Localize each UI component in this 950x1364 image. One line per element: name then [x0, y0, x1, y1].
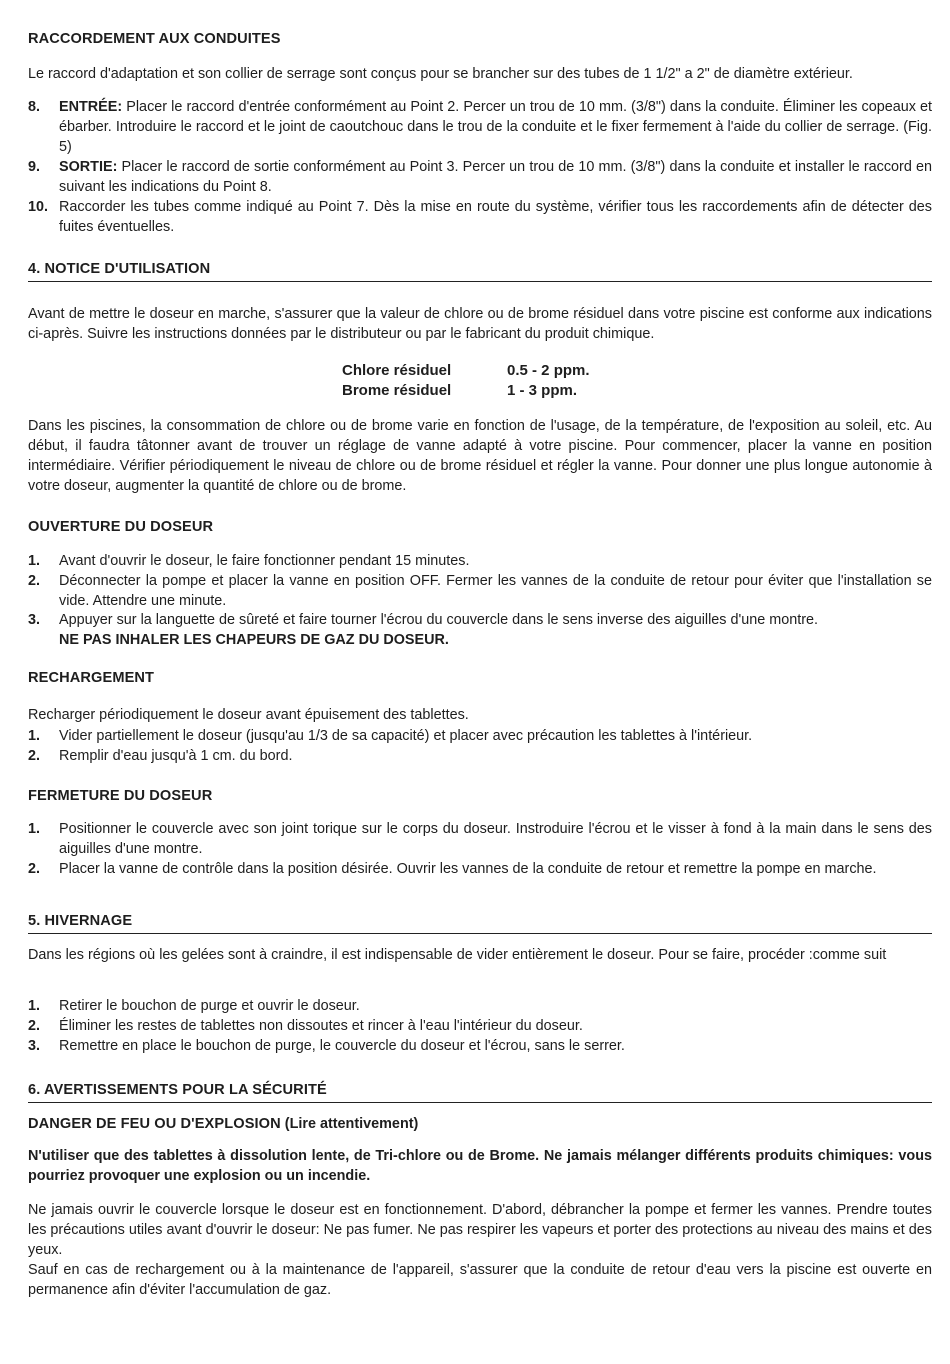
level-value: 0.5 - 2 ppm.: [507, 362, 590, 379]
list-item: [28, 746, 932, 766]
list-item: [28, 859, 932, 879]
item-text: Retirer le bouchon de purge et ouvrir le doseur.: [59, 998, 360, 1014]
item-number: 2.: [28, 573, 41, 589]
item-text: Éliminer les restes de tablettes non dissoutes et rincer à l'eau l'intérieur du doseur.: [59, 1018, 583, 1034]
hivernage-intro: Dans les régions où les gelées sont à craindre, il est indispensable de vider entièrement le doseur. Pour se faire, procéder :comme suit: [28, 947, 887, 963]
item-text: Appuyer sur la languette de sûreté et faire tourner l'écrou du couvercle dans le sens inverse des aiguilles d'une montre.: [59, 612, 819, 628]
item-text: Vider partiellement le doseur (jusqu'au 1/3 de sa capacité) et placer avec précaution les tablettes à l'intérieur.: [59, 728, 753, 744]
danger-heading: [28, 1114, 932, 1134]
notice-paragraph: Dans les piscines, la consommation de chlore ou de brome varie en fonction de l'usage, de la température, de l'exposition au soleil, etc. Au début, il faudra tâtonner avant de trouver un réglage de vanne adapté à votre piscine. Pour commencer, placer la vanne en position intermédiaire. Vérifier périodiquement le niveau de chlore ou de brome résiduel et régler la vanne. Pour donner une plus longue autonomie à votre doseur, augmenter la quantité de chlore ou de brome.: [28, 418, 932, 494]
list-item: [28, 551, 932, 571]
item-number: 3.: [28, 1038, 41, 1054]
danger-title: DANGER DE FEU OU D'EXPLOSION: [28, 1116, 281, 1132]
list-item: [28, 726, 932, 746]
item-number: 2.: [28, 748, 41, 764]
item-number: 1.: [28, 998, 41, 1014]
section-title-fermeture: FERMETURE DU DOSEUR: [28, 788, 213, 804]
list-item: [28, 610, 932, 650]
section-title-hivernage: 5. HIVERNAGE: [28, 911, 932, 934]
item-text: Placer la vanne de contrôle dans la position désirée. Ouvrir les vannes de la conduite de retour et remettre la pompe en marche.: [59, 861, 877, 877]
item-text: Positionner le couvercle avec son joint torique sur le corps du doseur. Instroduire l'écrou et le visser à fond à la main dans le sens des aiguilles d'une montre.: [59, 821, 932, 857]
residual-levels: [342, 361, 590, 401]
section-title-rechargement: RECHARGEMENT: [28, 670, 155, 686]
section-title-securite: 6. AVERTISSEMENTS POUR LA SÉCURITÉ: [28, 1080, 932, 1103]
section-title-notice: 4. NOTICE D'UTILISATION: [28, 259, 932, 282]
level-label: Chlore résiduel: [342, 362, 452, 379]
item-number: 1.: [28, 728, 41, 744]
section-title-raccordement: RACCORDEMENT AUX CONDUITES: [28, 31, 281, 47]
item-number: 8.: [28, 99, 41, 115]
safety-paragraph-2: Sauf en cas de rechargement ou à la maintenance de l'appareil, s'assurer que la conduite de retour d'eau vers la piscine est ouverte en permanence afin d'éviter l'accumulation de gaz.: [28, 1262, 932, 1298]
item-warning: NE PAS INHALER LES CHAPEURS DE GAZ DU DOSEUR.: [59, 632, 449, 648]
item-lead: SORTIE:: [59, 159, 118, 175]
notice-intro: Avant de mettre le doseur en marche, s'assurer que la valeur de chlore ou de brome résiduel dans votre piscine est conforme aux indications ci-après. Suivre les instructions données par le distributeur ou par le fabricant du produit chimique.: [28, 306, 932, 342]
item-lead: ENTRÉE:: [59, 99, 123, 115]
list-item: [28, 157, 932, 197]
item-text: Placer le raccord d'entrée conformément au Point 2. Percer un trou de 10 mm. (3/8") dans la conduite. Éliminer les copeaux et ébarber. Introduire le raccord et le joint de caoutchouc dans le trou de la conduite et le fixer fermement à l'aide du collier de serrage. (Fig. 5): [59, 99, 932, 155]
item-number: 1.: [28, 821, 41, 837]
raccordement-intro: Le raccord d'adaptation et son collier de serrage sont conçus pour se brancher sur des tubes de 1 1/2" a 2" de diamètre extérieur.: [28, 66, 853, 82]
list-item: [28, 197, 932, 237]
safety-warning: N'utiliser que des tablettes à dissolution lente, de Tri-chlore ou de Brome. Ne jamais mélanger différents produits chimiques: vous pourriez provoquer une explosion ou un incendie.: [28, 1148, 932, 1184]
item-text: Placer le raccord de sortie conformément au Point 3. Percer un trou de 10 mm. (3/8") dans la conduite et installer le raccord en suivant les indications du Point 8.: [59, 159, 932, 195]
item-number: 2.: [28, 861, 41, 877]
item-text: Remplir d'eau jusqu'à 1 cm. du bord.: [59, 748, 293, 764]
safety-paragraph-1: Ne jamais ouvrir le couvercle lorsque le doseur est en fonctionnement. D'abord, débrancher la pompe et fermer les vannes. Prendre toutes les précautions utiles avant d'ouvrir le doseur: Ne pas fumer. Ne pas respirer les vapeurs et porter des protections au niveau des mains et des yeux.: [28, 1202, 932, 1258]
level-row: [342, 381, 590, 401]
item-text: Avant d'ouvrir le doseur, le faire fonctionner pendant 15 minutes.: [59, 553, 470, 569]
item-number: 2.: [28, 1018, 41, 1034]
item-number: 10.: [28, 199, 49, 215]
list-item: [28, 1036, 932, 1056]
list-item: [28, 1016, 932, 1036]
level-value: 1 - 3 ppm.: [507, 382, 578, 399]
item-number: 9.: [28, 159, 41, 175]
level-label: Brome résiduel: [342, 382, 452, 399]
rechargement-intro: Recharger périodiquement le doseur avant épuisement des tablettes.: [28, 707, 469, 723]
item-text: Raccorder les tubes comme indiqué au Point 7. Dès la mise en route du système, vérifier tous les raccordements afin de détecter des fuites éventuelles.: [59, 199, 932, 235]
danger-note: (Lire attentivement): [280, 1116, 419, 1132]
list-item: [28, 571, 932, 611]
item-number: 1.: [28, 553, 41, 569]
section-title-ouverture: OUVERTURE DU DOSEUR: [28, 519, 214, 535]
list-item: [28, 97, 932, 157]
list-item: [28, 819, 932, 859]
item-number: 3.: [28, 612, 41, 628]
level-row: [342, 361, 590, 381]
item-text: Remettre en place le bouchon de purge, le couvercle du doseur et l'écrou, sans le serrer.: [59, 1038, 625, 1054]
list-item: [28, 996, 932, 1016]
item-text: Déconnecter la pompe et placer la vanne en position OFF. Fermer les vannes de la conduite de retour pour éviter que l'installation se vide. Attendre une minute.: [59, 573, 932, 609]
